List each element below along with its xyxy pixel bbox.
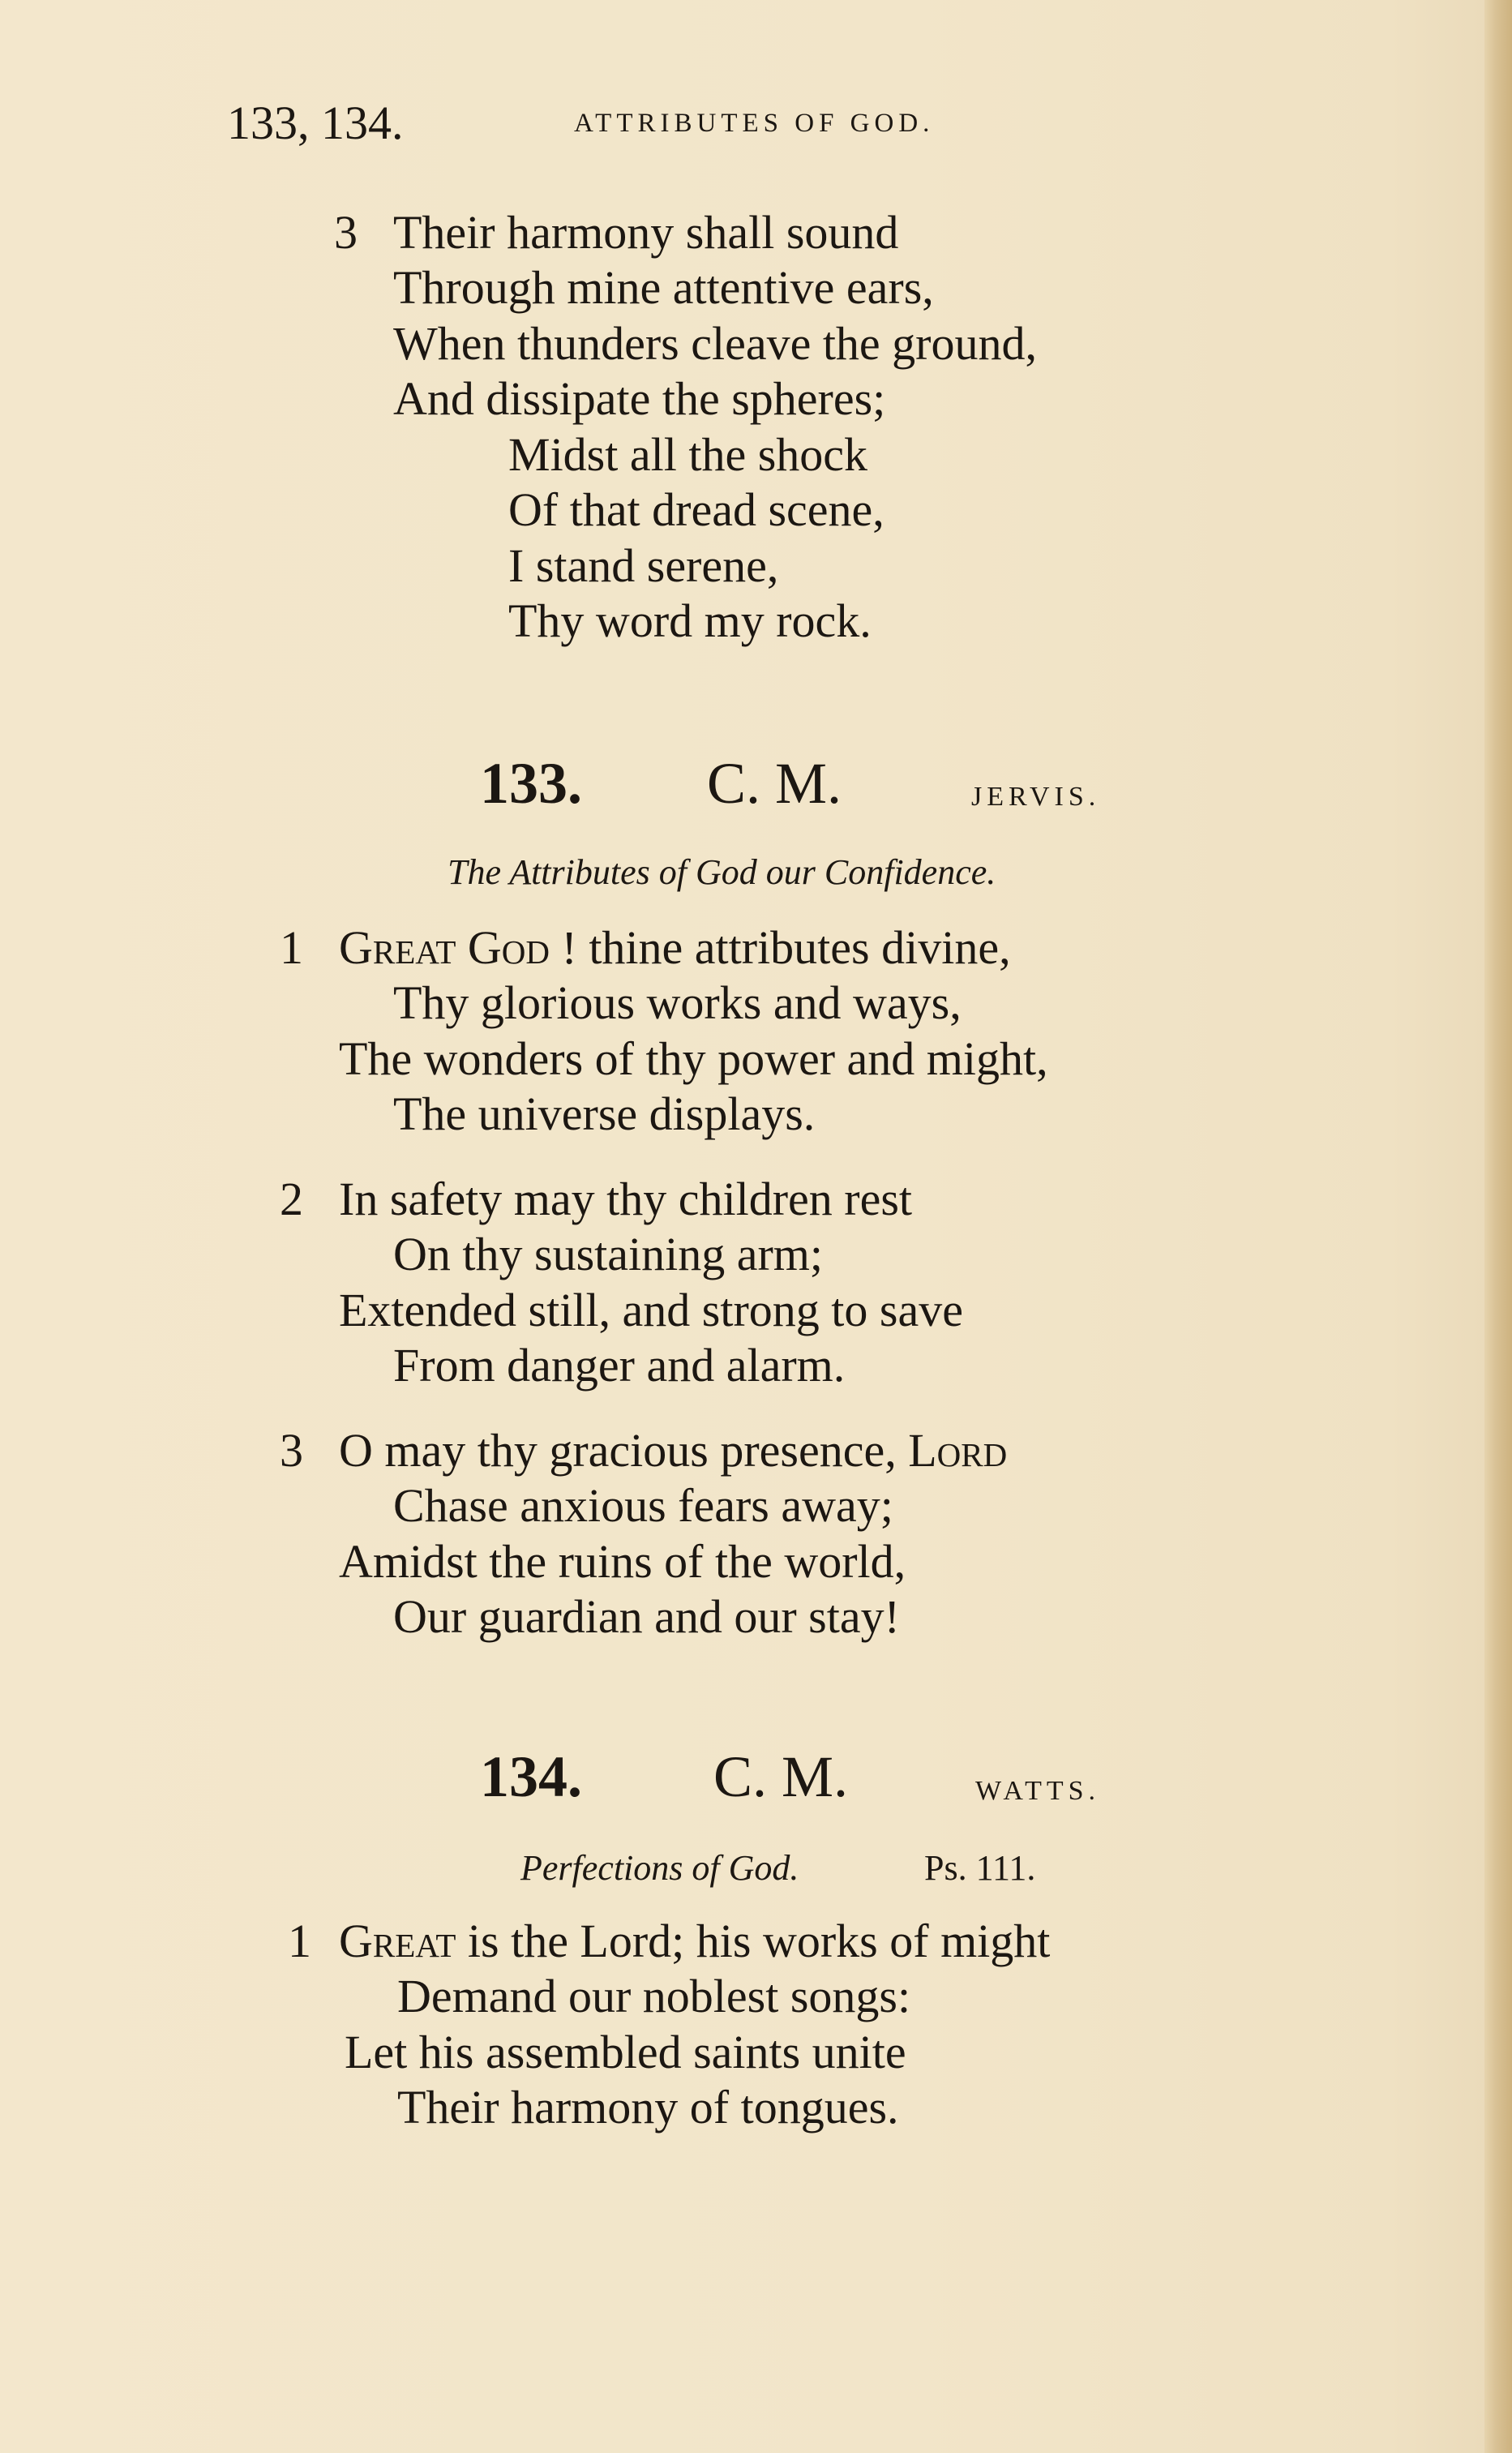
verse-line: From danger and alarm. <box>393 1339 846 1392</box>
hymn-author: WATTS. <box>975 1776 1101 1806</box>
stanza-number: 3 <box>280 1424 303 1477</box>
hymn-subtitle: Perfections of God. <box>520 1848 799 1888</box>
verse-line: The wonders of thy power and might, <box>339 1032 1048 1085</box>
verse-line: Thy word my rock. <box>508 594 872 647</box>
page-numbers: 133, 134. <box>227 96 404 149</box>
page-edge <box>1484 0 1512 2453</box>
verse-line: And dissipate the spheres; <box>393 372 886 425</box>
verse-line: Great God ! thine attributes divine, <box>339 921 1011 974</box>
stanza-number: 1 <box>280 921 303 974</box>
verse-line: On thy sustaining arm; <box>393 1228 824 1280</box>
verse-line: Demand our noblest songs: <box>397 1970 911 2022</box>
verse-line: Their harmony shall sound <box>393 206 899 259</box>
verse-line: Midst all the shock <box>508 428 868 481</box>
verse-line: In safety may thy children rest <box>339 1173 913 1225</box>
hymn-number: 133. <box>480 751 582 816</box>
verse-line: The universe displays. <box>393 1087 816 1140</box>
verse-line: Chase anxious fears away; <box>393 1479 893 1532</box>
stanza-number: 3 <box>334 206 358 259</box>
first-words: Great God <box>339 921 550 974</box>
running-title: ATTRIBUTES OF GOD. <box>574 109 935 138</box>
verse-line: O may thy gracious presence, Lord <box>339 1424 1008 1477</box>
verse-line: Of that dread scene, <box>508 483 884 536</box>
verse-line: Extended still, and strong to save <box>339 1284 963 1336</box>
hymn-meter: C. M. <box>713 1744 849 1809</box>
hymn-number: 134. <box>480 1744 582 1809</box>
hymn-author: JERVIS. <box>971 782 1101 812</box>
verse-line: When thunders cleave the ground, <box>393 317 1037 370</box>
verse-line: Great is the Lord; his works of might <box>339 1915 1051 1967</box>
verse-line: Thy glorious works and ways, <box>393 976 962 1029</box>
hymn-meter: C. M. <box>707 751 842 816</box>
verse-line: I stand serene, <box>508 539 779 592</box>
hymn-subtitle: The Attributes of God our Confidence. <box>448 852 996 892</box>
verse-line: Amidst the ruins of the world, <box>339 1535 906 1588</box>
verse-line: Their harmony of tongues. <box>397 2081 899 2134</box>
verse-line: Our guardian and our stay! <box>393 1590 900 1643</box>
stanza-number: 1 <box>288 1915 311 1967</box>
first-words: Great <box>339 1915 456 1967</box>
verse-line: Let his assembled saints unite <box>345 2026 906 2078</box>
verse-line: Through mine attentive ears, <box>393 261 934 314</box>
stanza-number: 2 <box>280 1173 303 1225</box>
psalm-reference: Ps. 111. <box>924 1848 1036 1888</box>
